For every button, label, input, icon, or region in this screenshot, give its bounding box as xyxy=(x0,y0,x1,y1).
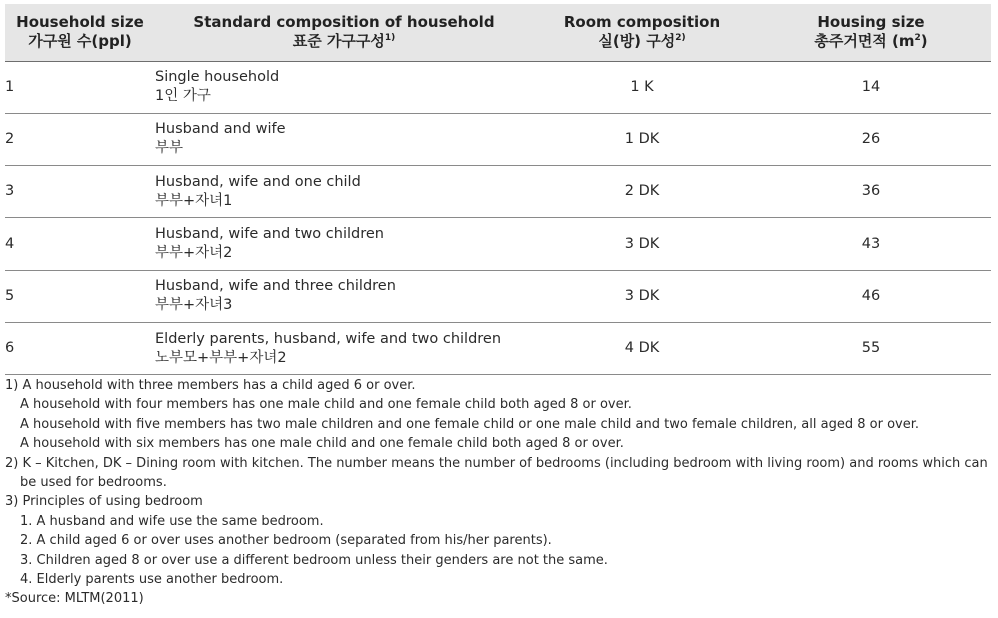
composition-kr: 부부 xyxy=(155,140,184,157)
composition-en: Husband, wife and one child xyxy=(155,173,361,190)
composition-kr: 노부모+부부+자녀2 xyxy=(155,349,287,366)
cell-housing-size: 43 xyxy=(861,235,881,252)
header-household-size-en: Household size xyxy=(16,13,144,32)
header-room-en: Room composition xyxy=(563,13,721,32)
footnote-3-item: 4. Elderly parents use another bedroom. xyxy=(20,572,284,588)
composition-en: Husband, wife and two children xyxy=(155,226,384,243)
header-room-composition xyxy=(533,4,751,61)
cell-room-composition: 4 DK xyxy=(624,340,660,357)
footnote-3-item: 1. A husband and wife use the same bedroom. xyxy=(20,513,324,529)
footnote-1-line: A household with four members has one male child and one female child both aged 8 or over. xyxy=(20,397,632,413)
composition-kr: 1인 가구 xyxy=(155,88,211,105)
footnote-ref-2: 2) xyxy=(675,33,686,44)
header-row xyxy=(5,4,991,61)
table-row xyxy=(5,113,991,165)
header-room-kr: 실(방) 구성 xyxy=(598,32,676,51)
header-standard-composition xyxy=(155,4,533,61)
cell-housing-size: 36 xyxy=(861,183,881,200)
header-housing-kr-line xyxy=(755,32,987,51)
composition-en: Husband and wife xyxy=(155,121,286,138)
standard-housing-table xyxy=(5,4,991,375)
footnote-2-line: be used for bedrooms. xyxy=(20,475,167,491)
table-row xyxy=(5,166,991,218)
cell-household-size: 3 xyxy=(5,183,15,200)
header-housing-kr: 총주거면적 (m xyxy=(814,32,915,51)
cell-room-composition: 2 DK xyxy=(624,183,660,200)
table-row xyxy=(5,270,991,322)
table-header xyxy=(5,4,991,61)
header-room-kr-line xyxy=(537,32,747,51)
table-body xyxy=(5,61,991,375)
cell-composition xyxy=(155,61,533,113)
cell-household-size: 5 xyxy=(5,287,15,304)
cell-room-composition: 1 K xyxy=(630,78,654,95)
cell-housing-size: 26 xyxy=(861,130,881,147)
footnote-1-line: A household with five members has two male children and one female child or one male child and two female children, all aged 8 or over. xyxy=(20,416,919,432)
composition-en: Single household xyxy=(155,69,280,86)
header-composition-kr-line xyxy=(159,32,529,51)
footnote-2: 2) K – Kitchen, DK – Dining room with kitchen. The number means the number of bedrooms (including bedroom with living room) and rooms which can xyxy=(5,455,988,471)
footnote-3-item: 2. A child aged 6 or over uses another bedroom (separated from his/her parents). xyxy=(20,533,552,549)
header-housing-close: ) xyxy=(920,32,928,51)
header-housing-en: Housing size xyxy=(817,13,925,32)
footnote-1: 1) A household with three members has a child aged 6 or over. xyxy=(5,378,416,393)
cell-composition xyxy=(155,218,533,270)
table-row xyxy=(5,218,991,270)
header-composition-kr: 표준 가구구성 xyxy=(292,32,385,51)
header-housing-size xyxy=(751,4,991,61)
header-household-size xyxy=(5,4,155,61)
square-superscript: 2 xyxy=(914,33,921,44)
table-footnotes xyxy=(5,376,991,609)
cell-household-size: 2 xyxy=(5,130,15,147)
footnote-3: 3) Principles of using bedroom xyxy=(5,494,203,510)
cell-housing-size: 55 xyxy=(861,340,881,357)
cell-composition xyxy=(155,166,533,218)
cell-room-composition: 3 DK xyxy=(624,235,660,252)
cell-composition xyxy=(155,322,533,374)
cell-room-composition: 1 DK xyxy=(624,130,660,147)
header-household-size-kr: 가구원 수(ppl) xyxy=(28,32,132,51)
cell-housing-size: 46 xyxy=(861,287,881,304)
cell-housing-size: 14 xyxy=(861,78,881,95)
table-row xyxy=(5,61,991,113)
composition-kr: 부부+자녀2 xyxy=(155,245,233,262)
footnote-1-line: A household with six members has one male child and one female child both aged 8 or over. xyxy=(20,436,624,452)
composition-en: Husband, wife and three children xyxy=(155,278,396,295)
composition-en: Elderly parents, husband, wife and two children xyxy=(155,330,502,347)
composition-kr: 부부+자녀1 xyxy=(155,192,233,209)
cell-composition xyxy=(155,113,533,165)
composition-kr: 부부+자녀3 xyxy=(155,297,233,314)
table-row xyxy=(5,322,991,374)
footnote-ref-1: 1) xyxy=(384,33,396,44)
cell-room-composition: 3 DK xyxy=(624,287,660,304)
footnote-3-item: 3. Children aged 8 or over use a different bedroom unless their genders are not the same. xyxy=(20,552,608,568)
cell-household-size: 6 xyxy=(5,340,15,357)
cell-household-size: 1 xyxy=(5,78,15,95)
source-note: *Source: MLTM(2011) xyxy=(5,591,144,607)
header-composition-en: Standard composition of household xyxy=(193,13,495,32)
cell-household-size: 4 xyxy=(5,235,15,252)
cell-composition xyxy=(155,270,533,322)
